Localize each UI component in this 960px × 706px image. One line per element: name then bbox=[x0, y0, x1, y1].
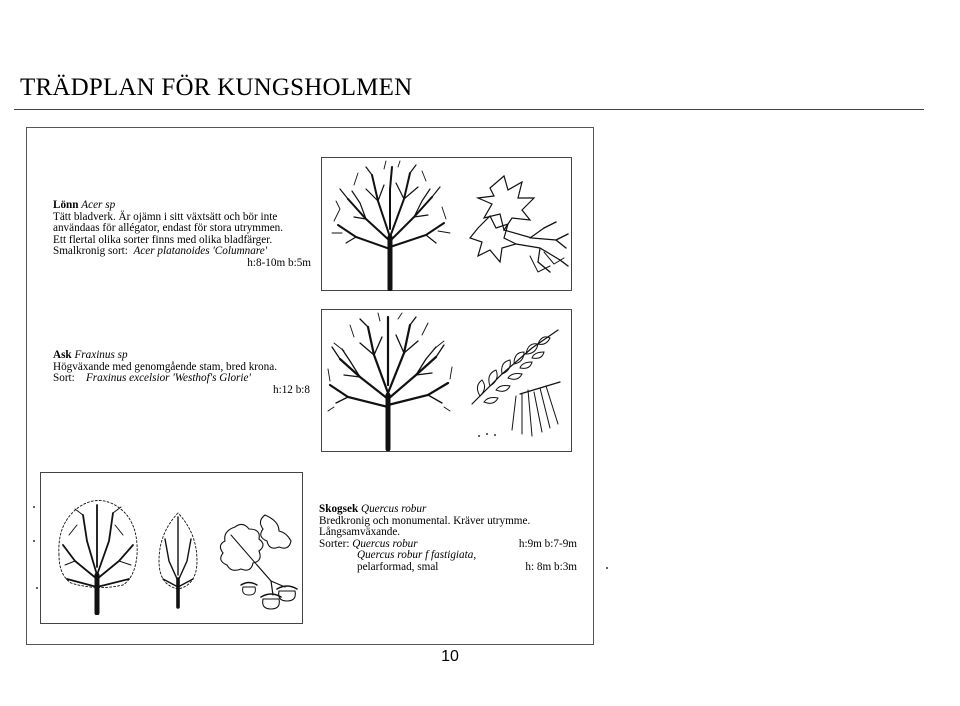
title-rule bbox=[14, 109, 924, 110]
description-line: Långsamväxande. bbox=[319, 526, 401, 539]
description-line: Högväxande med genomgående stam, bred krona. bbox=[53, 360, 277, 373]
sorter-name: Quercus robur bbox=[352, 537, 418, 550]
cultivar-label: Smalkronig sort: bbox=[53, 245, 128, 258]
species-name: Lönn bbox=[53, 199, 79, 211]
description-line: användaas för allégator, endast för stora utrymmen. bbox=[53, 222, 284, 235]
description-line: Tätt bladverk. Är ojämn i sitt växtsätt och bör inte bbox=[53, 210, 278, 223]
description-line: Ett flertal olika sorter finns med olika bladfärger. bbox=[53, 233, 273, 246]
scan-speck bbox=[36, 587, 38, 589]
species-latin: Quercus robur bbox=[360, 503, 427, 515]
ash-illustration-box bbox=[321, 309, 572, 452]
oak-illustration-box bbox=[40, 472, 303, 624]
page-number: 10 bbox=[441, 648, 459, 665]
maple-leaf-icon bbox=[460, 168, 570, 278]
scan-speck bbox=[33, 506, 35, 508]
deciduous-tree-icon bbox=[324, 311, 454, 451]
sorter-name: Quercus robur f fastigiata, bbox=[357, 549, 477, 562]
species-ash-text bbox=[53, 350, 310, 396]
species-maple-text bbox=[53, 200, 311, 270]
size-spec: h: 8m b:3m bbox=[525, 560, 577, 573]
species-name: Skogsek bbox=[319, 503, 359, 515]
scan-speck bbox=[478, 435, 480, 437]
species-oak-text bbox=[319, 504, 577, 574]
scan-speck bbox=[606, 567, 608, 569]
species-latin: Fraxinus sp bbox=[74, 349, 128, 361]
page-title: TRÄDPLAN FÖR KUNGSHOLMEN bbox=[20, 74, 413, 101]
cultivar-name: Acer platanoides 'Columnare' bbox=[133, 245, 268, 258]
size-spec: h:8-10m b:5m bbox=[247, 256, 311, 269]
sorter-label: Sorter: bbox=[319, 537, 350, 550]
deciduous-tree-icon bbox=[326, 159, 456, 291]
species-latin: Acer sp bbox=[81, 199, 116, 211]
ash-leaf-icon bbox=[462, 324, 572, 444]
species-name: Ask bbox=[53, 349, 72, 361]
size-spec: h:9m b:7-9m bbox=[518, 537, 577, 550]
scan-speck bbox=[33, 540, 35, 542]
pelar-text: pelarformad, smal bbox=[357, 560, 439, 573]
scan-speck bbox=[486, 433, 488, 435]
oak-tree-icon bbox=[53, 495, 143, 615]
columnar-oak-icon bbox=[153, 509, 203, 609]
cultivar-name: Fraxinus excelsior 'Westhof's Glorie' bbox=[85, 372, 251, 385]
oak-leaf-acorn-icon bbox=[213, 507, 299, 617]
description-line: Bredkronig och monumental. Kräver utrymme. bbox=[319, 514, 531, 527]
maple-illustration-box bbox=[321, 157, 572, 291]
cultivar-label: Sort: bbox=[53, 372, 75, 385]
size-spec: h:12 b:8 bbox=[273, 383, 310, 396]
scan-speck bbox=[494, 434, 496, 436]
